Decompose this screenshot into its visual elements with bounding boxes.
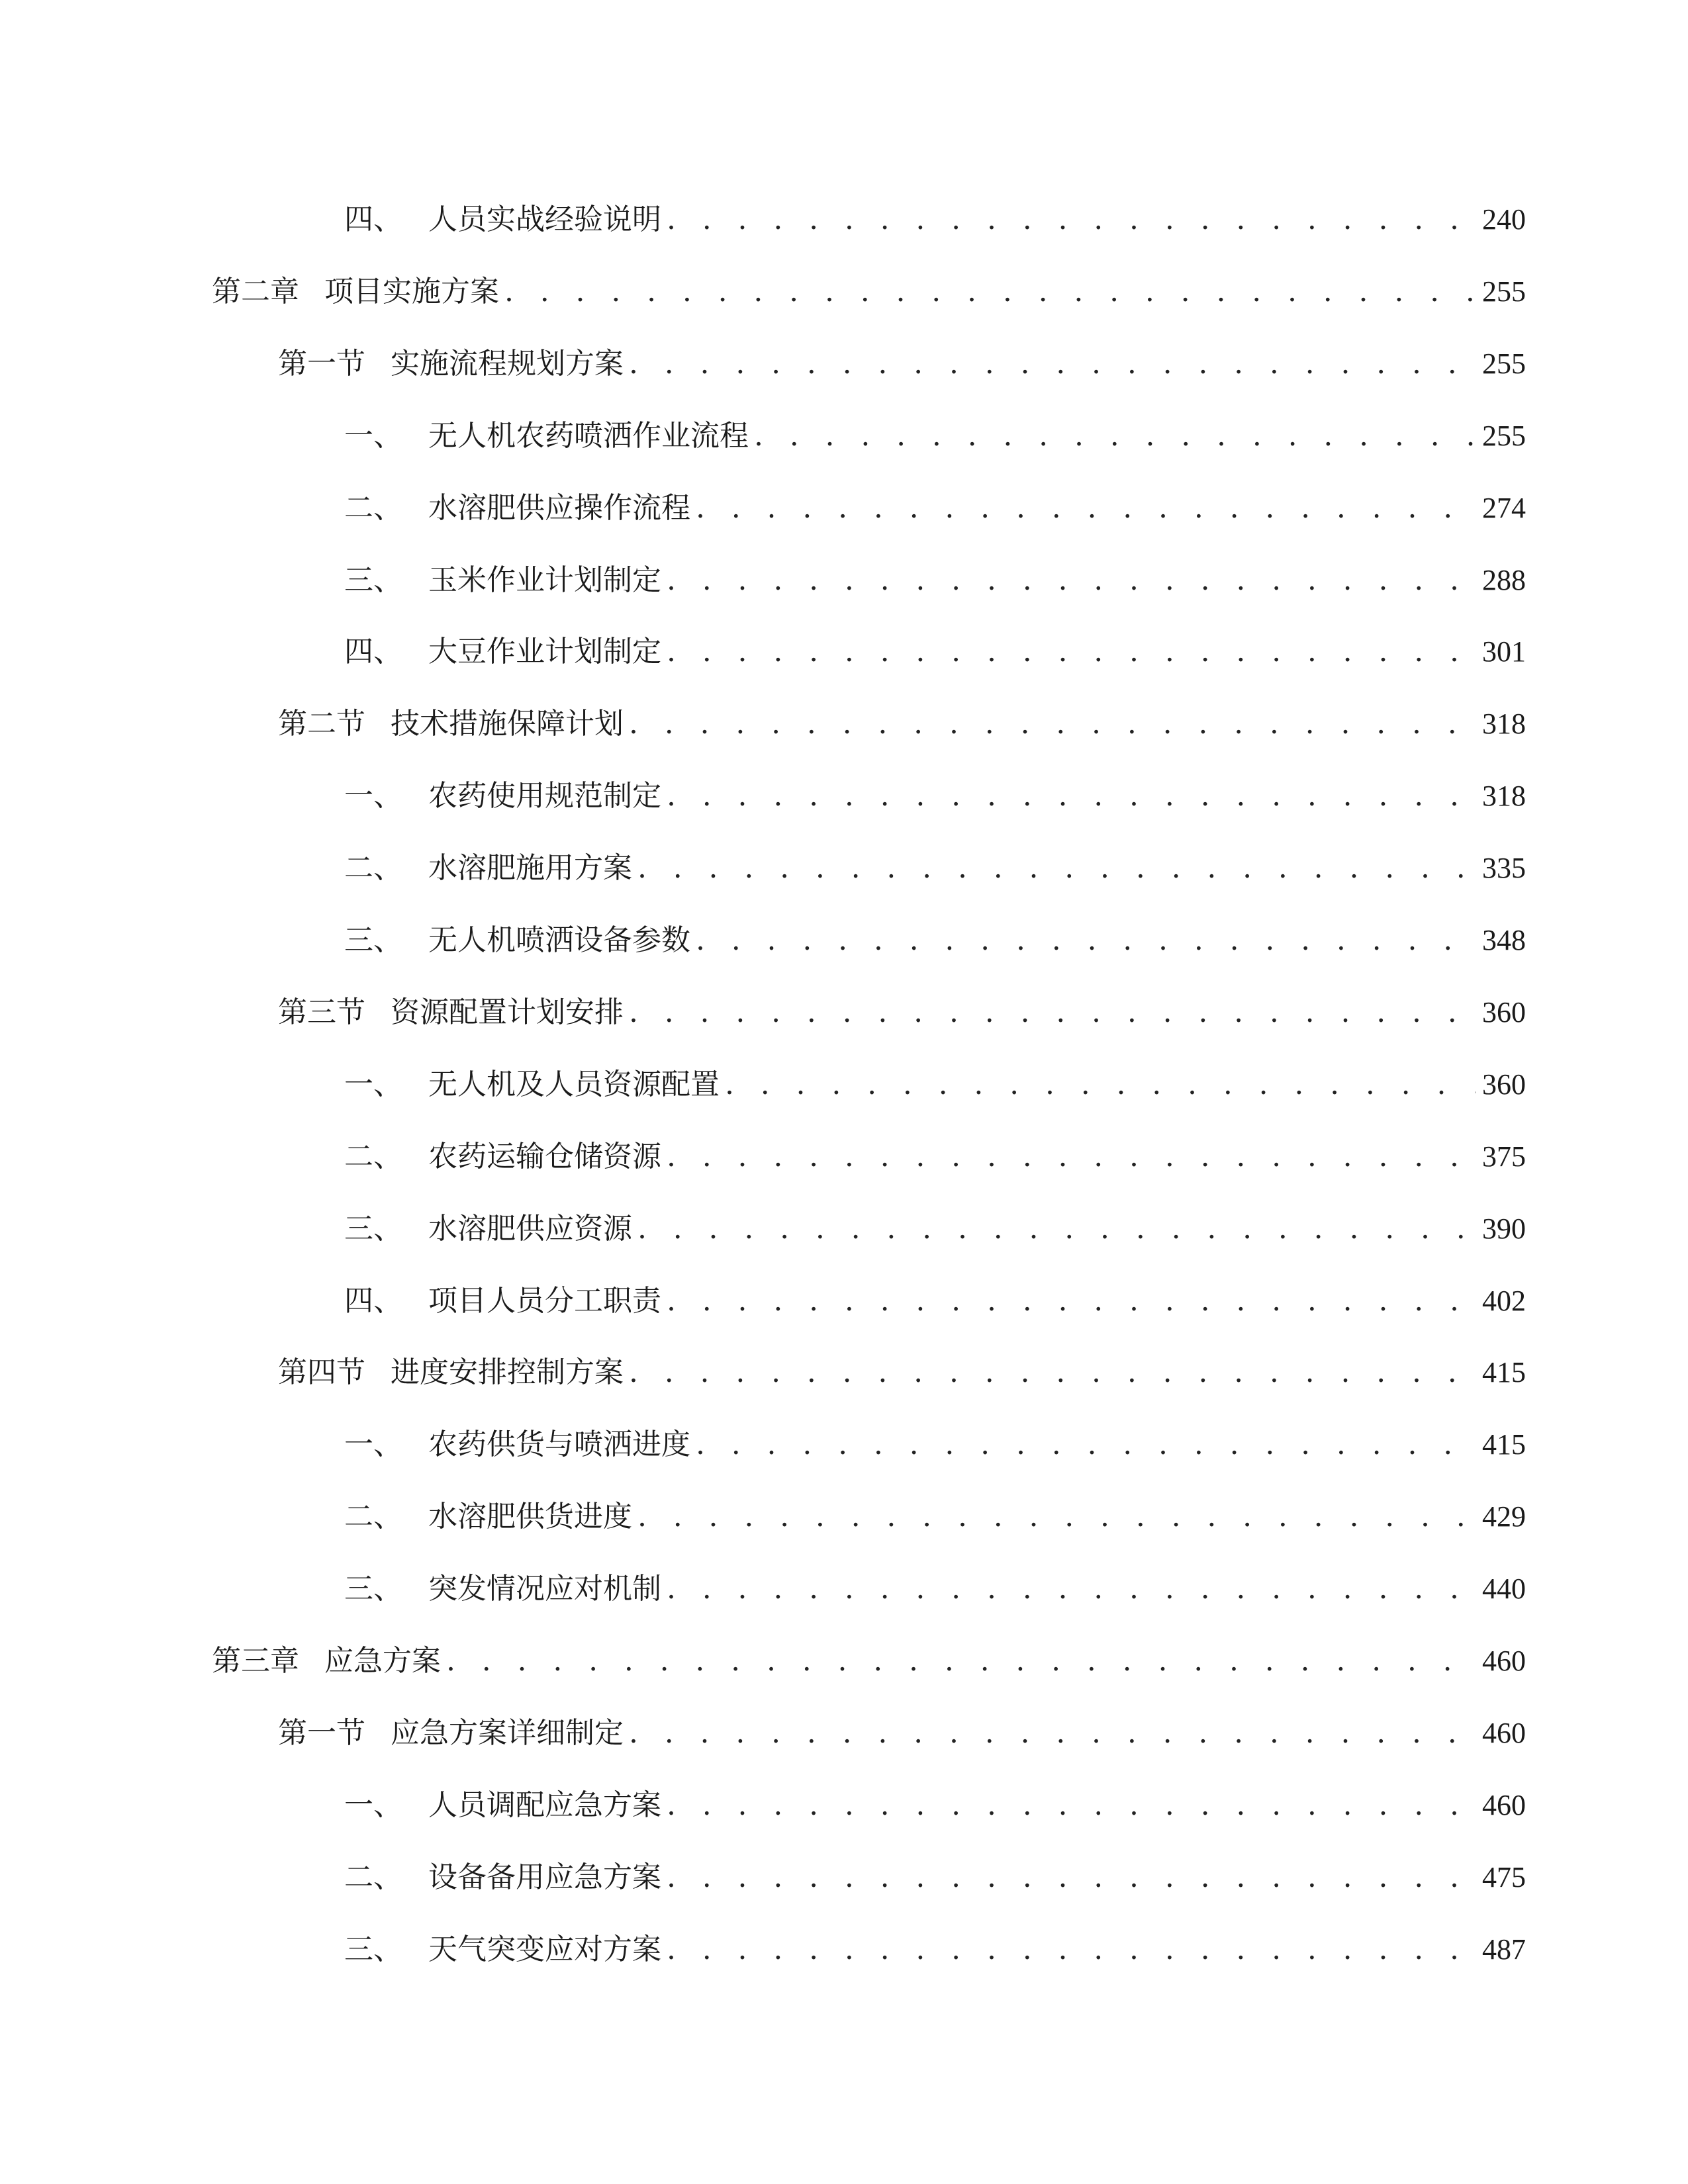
toc-entry-title: 无人机喷洒设备参数 (428, 923, 690, 957)
dot-leader (629, 703, 1476, 745)
dot-leader (696, 919, 1476, 962)
toc-entry-title: 实施流程规划方案 (391, 346, 624, 381)
dot-leader (667, 1784, 1476, 1827)
toc-entry-page-number: 360 (1482, 995, 1526, 1028)
toc-entry-page-number: 460 (1482, 1716, 1526, 1749)
toc-entry[interactable] (344, 847, 1526, 889)
toc-entry-page-number: 487 (1482, 1933, 1526, 1966)
toc-entry-title: 农药运输仓储资源 (428, 1139, 661, 1173)
toc-entry-title: 突发情况应对机制 (428, 1572, 661, 1606)
toc-entry-number: 二、 (344, 490, 402, 525)
toc-entry-title: 水溶肥供应资源 (428, 1211, 632, 1246)
dot-leader (754, 415, 1476, 457)
toc-entry-title: 无人机农药喷洒作业流程 (428, 418, 749, 453)
toc-entry-page-number: 318 (1482, 707, 1526, 741)
toc-entry-title: 水溶肥施用方案 (428, 851, 632, 886)
dot-leader (637, 1208, 1476, 1250)
toc-entry-number: 一、 (344, 779, 402, 813)
toc-entry-number: 三、 (344, 1932, 402, 1966)
toc-entry[interactable] (344, 919, 1526, 962)
dot-leader (637, 1496, 1476, 1538)
toc-entry-number: 三、 (344, 1572, 402, 1606)
toc-entry-title: 技术措施保障计划 (391, 707, 624, 741)
toc-entry-title: 应急方案详细制定 (391, 1715, 624, 1750)
toc-entry-title: 水溶肥供应操作流程 (428, 490, 690, 525)
toc-entry-page-number: 301 (1482, 635, 1526, 668)
dot-leader (629, 1351, 1476, 1394)
dot-leader (667, 1280, 1476, 1322)
toc-entry-page-number: 288 (1482, 563, 1526, 596)
toc-entry-page-number: 335 (1482, 852, 1526, 885)
toc-entry-page-number: 390 (1482, 1212, 1526, 1245)
toc-entry-number: 第四节 (278, 1355, 365, 1390)
toc-entry-page-number: 429 (1482, 1500, 1526, 1533)
toc-entry-number: 四、 (344, 203, 402, 236)
toc-entry-number: 四、 (344, 635, 402, 669)
toc-entry[interactable] (278, 703, 1526, 745)
toc-entry-title: 应急方案 (324, 1644, 441, 1678)
toc-entry-page-number: 348 (1482, 924, 1526, 956)
toc-entry[interactable] (344, 1784, 1526, 1827)
toc-entry-number: 三、 (344, 1211, 402, 1246)
toc-entry[interactable] (212, 271, 1526, 313)
toc-entry[interactable] (344, 1496, 1526, 1538)
dot-leader (696, 487, 1476, 529)
toc-entry-number: 第一节 (278, 346, 365, 381)
toc-entry-number: 三、 (344, 563, 402, 597)
toc-entry-page-number: 415 (1482, 1356, 1526, 1389)
dot-leader (667, 1136, 1476, 1178)
toc-entry-title: 玉米作业计划制定 (428, 563, 661, 597)
dot-leader (629, 343, 1476, 385)
toc-entry[interactable] (344, 415, 1526, 457)
toc-entry-page-number: 440 (1482, 1572, 1526, 1606)
toc-entry-number: 第三章 (212, 1644, 299, 1678)
toc-entry-title: 农药使用规范制定 (428, 779, 661, 813)
toc-entry-page-number: 475 (1482, 1860, 1526, 1893)
toc-entry-title: 人员调配应急方案 (428, 1788, 661, 1822)
toc-entry[interactable] (278, 1351, 1526, 1394)
toc-entry[interactable] (344, 1136, 1526, 1178)
toc-entry-title: 农药供货与喷洒进度 (428, 1428, 690, 1462)
toc-entry-title: 项目实施方案 (324, 274, 499, 308)
dot-leader (696, 1424, 1476, 1466)
toc-entry[interactable] (344, 1568, 1526, 1610)
toc-entry-number: 第二章 (212, 274, 299, 308)
toc-entry-page-number: 460 (1482, 1645, 1526, 1677)
toc-entry-title: 资源配置计划安排 (391, 995, 624, 1029)
toc-entry-number: 二、 (344, 1860, 402, 1894)
toc-entry-page-number: 255 (1482, 419, 1526, 452)
dot-leader (667, 559, 1476, 602)
toc-entry-number: 一、 (344, 418, 402, 453)
dot-leader (637, 847, 1476, 889)
toc-entry-number: 四、 (344, 1283, 402, 1318)
toc-entry-title: 无人机及人员资源配置 (428, 1067, 720, 1101)
dot-leader (446, 1640, 1476, 1682)
dot-leader (667, 631, 1476, 673)
toc-entry-page-number: 360 (1482, 1068, 1526, 1101)
toc-entry-page-number: 460 (1482, 1788, 1526, 1821)
toc-entry[interactable] (344, 631, 1526, 673)
toc-entry-number: 第三节 (278, 995, 365, 1029)
toc-entry[interactable] (344, 559, 1526, 602)
toc-entry[interactable] (344, 775, 1526, 817)
toc-entry-page-number: 415 (1482, 1428, 1526, 1461)
toc-entry-page-number: 375 (1482, 1140, 1526, 1173)
toc-entry[interactable] (344, 199, 1526, 241)
toc-entry[interactable] (278, 991, 1526, 1034)
toc-entry-title: 设备备用应急方案 (428, 1860, 661, 1894)
toc-entry-number: 一、 (344, 1067, 402, 1101)
toc-entry[interactable] (278, 343, 1526, 385)
toc-entry-number: 二、 (344, 1500, 402, 1534)
toc-entry[interactable] (344, 1424, 1526, 1466)
toc-entry-title: 天气突变应对方案 (428, 1932, 661, 1966)
dot-leader (667, 1929, 1476, 1971)
toc-entry-number: 一、 (344, 1428, 402, 1462)
toc-entry-number: 第一节 (278, 1715, 365, 1750)
toc-entry-page-number: 402 (1482, 1284, 1526, 1317)
dot-leader (667, 1856, 1476, 1899)
toc-entry-title: 大豆作业计划制定 (428, 635, 661, 669)
toc-entry-title: 人员实战经验说明 (428, 203, 661, 236)
dot-leader (667, 1568, 1476, 1610)
toc-entry-title: 进度安排控制方案 (391, 1355, 624, 1390)
toc-entry-title: 水溶肥供货进度 (428, 1500, 632, 1534)
toc-entry-page-number: 255 (1482, 347, 1526, 380)
toc-entry[interactable] (344, 1856, 1526, 1899)
toc-entry-number: 二、 (344, 1139, 402, 1173)
toc-entry[interactable] (278, 1712, 1526, 1754)
dot-leader (667, 775, 1476, 817)
toc-entry[interactable] (344, 1280, 1526, 1322)
toc-entry-title: 项目人员分工职责 (428, 1283, 661, 1318)
toc-entry[interactable] (212, 1640, 1526, 1682)
dot-leader (504, 271, 1476, 313)
toc-entry[interactable] (344, 487, 1526, 529)
dot-leader (629, 1712, 1476, 1754)
toc-entry[interactable] (344, 1929, 1526, 1971)
toc-entry[interactable] (344, 1064, 1526, 1106)
toc-entry-number: 第二节 (278, 707, 365, 741)
dot-leader (667, 199, 1476, 241)
toc-entry-page-number: 274 (1482, 491, 1526, 524)
toc-entry-page-number: 240 (1482, 203, 1526, 236)
dot-leader (725, 1064, 1476, 1106)
toc-entry-number: 一、 (344, 1788, 402, 1822)
toc-entry[interactable] (344, 1208, 1526, 1250)
toc-entry-number: 三、 (344, 923, 402, 957)
dot-leader (629, 991, 1476, 1034)
toc-entry-page-number: 318 (1482, 780, 1526, 813)
toc-entry-page-number: 255 (1482, 275, 1526, 308)
toc-entry-number: 二、 (344, 851, 402, 886)
